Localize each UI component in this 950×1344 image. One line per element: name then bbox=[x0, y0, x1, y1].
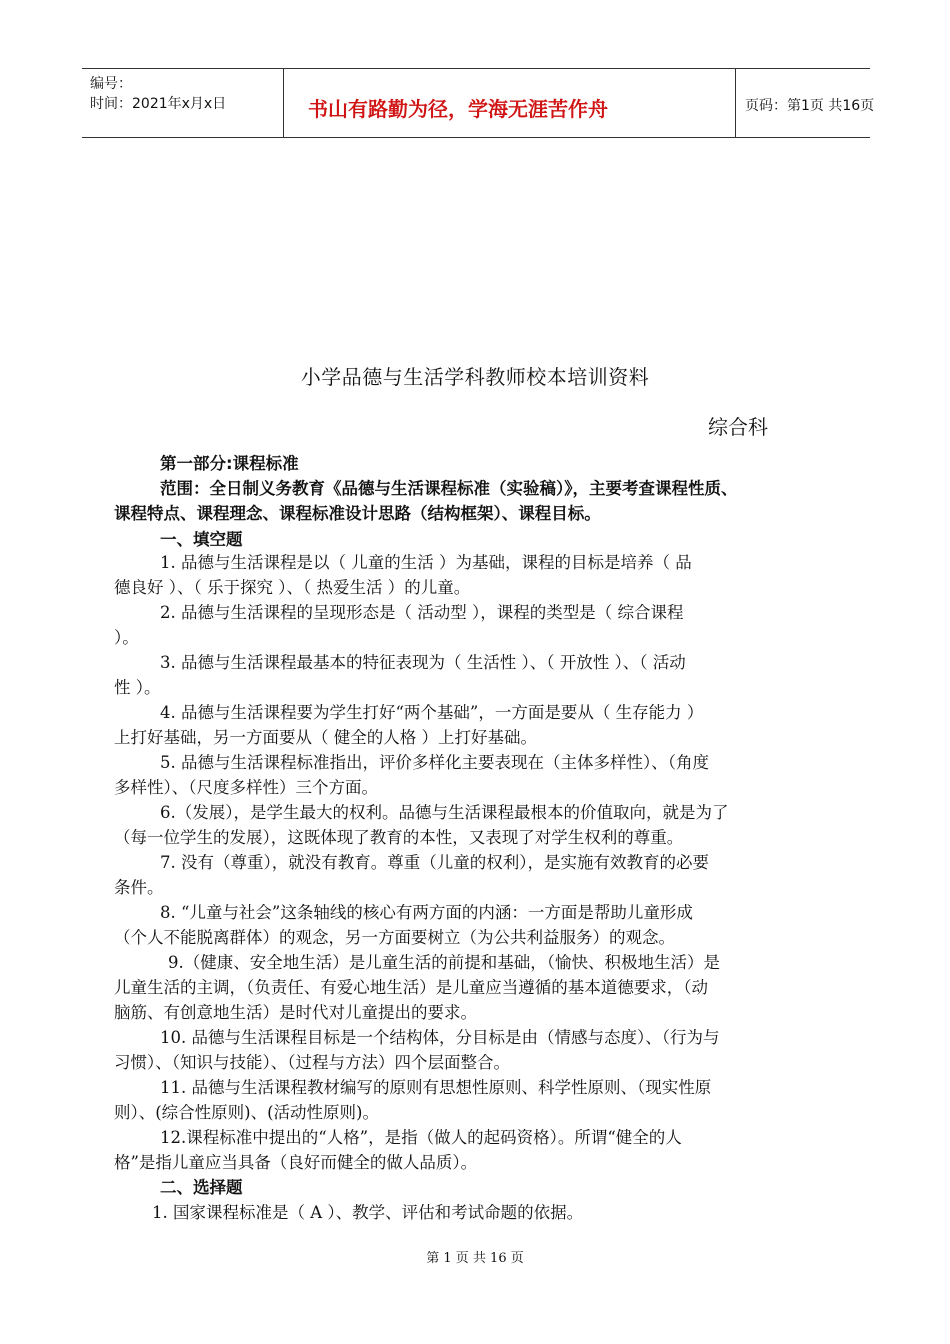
text-line: 8. “儿童与社会”这条轴线的核心有两方面的内涵：一方面是帮助儿童形成 bbox=[160, 903, 693, 922]
text-line: 条件。 bbox=[114, 878, 164, 897]
text-line: 1. 品德与生活课程是以（ 儿童的生活 ）为基础，课程的目标是培养（ 品 bbox=[160, 553, 692, 572]
text-line: 则）、(综合性原则)、(活动性原则)。 bbox=[114, 1103, 379, 1122]
text-line: 上打好基础，另一方面要从（ 健全的人格 ）上打好基础。 bbox=[114, 728, 537, 747]
text-line: 10. 品德与生活课程目标是一个结构体，分目标是由（情感与态度）、（行为与 bbox=[160, 1028, 720, 1047]
text-line: 儿童生活的主调，（负责任、有爱心地生活）是儿童应当遵循的基本道德要求，（动 bbox=[114, 978, 708, 997]
page-info: 页码：第1页 共16页 bbox=[745, 98, 875, 114]
time-label: 时间：2021年x月x日 bbox=[90, 96, 227, 112]
header-table bbox=[82, 68, 875, 138]
text-line: 1. 国家课程标准是（ A ）、教学、评估和考试命题的依据。 bbox=[152, 1203, 584, 1222]
document-title: 小学品德与生活学科教师校本培训资料 bbox=[300, 365, 650, 389]
text-line: 4. 品德与生活课程要为学生打好“两个基础”，一方面是要从（ 生存能力 ） bbox=[160, 703, 704, 722]
text-line: 9.（健康、安全地生活）是儿童生活的前提和基础，（愉快、积极地生活）是 bbox=[168, 953, 720, 972]
header-left-cell bbox=[82, 69, 284, 137]
page-footer: 第 1 页 共 16 页 bbox=[426, 1251, 524, 1266]
number-label: 编号： bbox=[90, 76, 132, 92]
section-heading: 第一部分:课程标准 bbox=[160, 454, 299, 473]
section-heading: 课程特点、课程理念、课程标准设计思路（结构框架）、课程目标。 bbox=[114, 504, 601, 523]
text-line: （个人不能脱离群体）的观念，另一方面要树立（为公共利益服务）的观念。 bbox=[114, 928, 675, 947]
department-label: 综合科 bbox=[708, 415, 768, 439]
text-line: 2. 品德与生活课程的呈现形态是（ 活动型 ），课程的类型是（ 综合课程 bbox=[160, 603, 684, 622]
header-right-cell bbox=[735, 69, 875, 137]
text-line: 脑筋、有创意地生活）是时代对儿童提出的要求。 bbox=[114, 1003, 477, 1022]
text-line: ）。 bbox=[114, 628, 139, 647]
text-line: 7. 没有（尊重），就没有教育。尊重（儿童的权利），是实施有效教育的必要 bbox=[160, 853, 709, 872]
text-line: （每一位学生的发展），这既体现了教育的本性，又表现了对学生权利的尊重。 bbox=[114, 828, 684, 847]
text-line: 12.课程标准中提出的“人格”，是指（做人的起码资格）。所谓“健全的人 bbox=[160, 1128, 682, 1147]
text-line: 3. 品德与生活课程最基本的特征表现为（ 生活性 ）、（ 开放性 ）、（ 活动 bbox=[160, 653, 686, 672]
text-line: 6.（发展），是学生最大的权利。品德与生活课程最根本的价值取向，就是为了 bbox=[160, 803, 729, 822]
section-heading: 一、填空题 bbox=[160, 530, 243, 549]
text-line: 多样性）、（尺度多样性）三个方面。 bbox=[114, 778, 378, 797]
section-heading: 范围：全日制义务教育《品德与生活课程标准（实验稿）》，主要考查课程性质、 bbox=[160, 479, 738, 498]
text-line: 格”是指儿童应当具备（良好而健全的做人品质）。 bbox=[114, 1153, 478, 1172]
motto-text: 书山有路勤为径，学海无涯苦作舟 bbox=[308, 97, 608, 121]
section-heading: 二、选择题 bbox=[160, 1178, 243, 1197]
header-middle-cell bbox=[283, 69, 736, 137]
text-line: 性 ）。 bbox=[114, 678, 161, 697]
text-line: 德良好 ）、（ 乐于探究 ）、（ 热爱生活 ）的儿童。 bbox=[114, 578, 471, 597]
text-line: 5. 品德与生活课程标准指出，评价多样化主要表现在（主体多样性）、（角度 bbox=[160, 753, 709, 772]
text-line: 习惯）、（知识与技能）、（过程与方法）四个层面整合。 bbox=[114, 1053, 510, 1072]
text-line: 11. 品德与生活课程教材编写的原则有思想性原则、科学性原则、（现实性原 bbox=[160, 1078, 712, 1097]
